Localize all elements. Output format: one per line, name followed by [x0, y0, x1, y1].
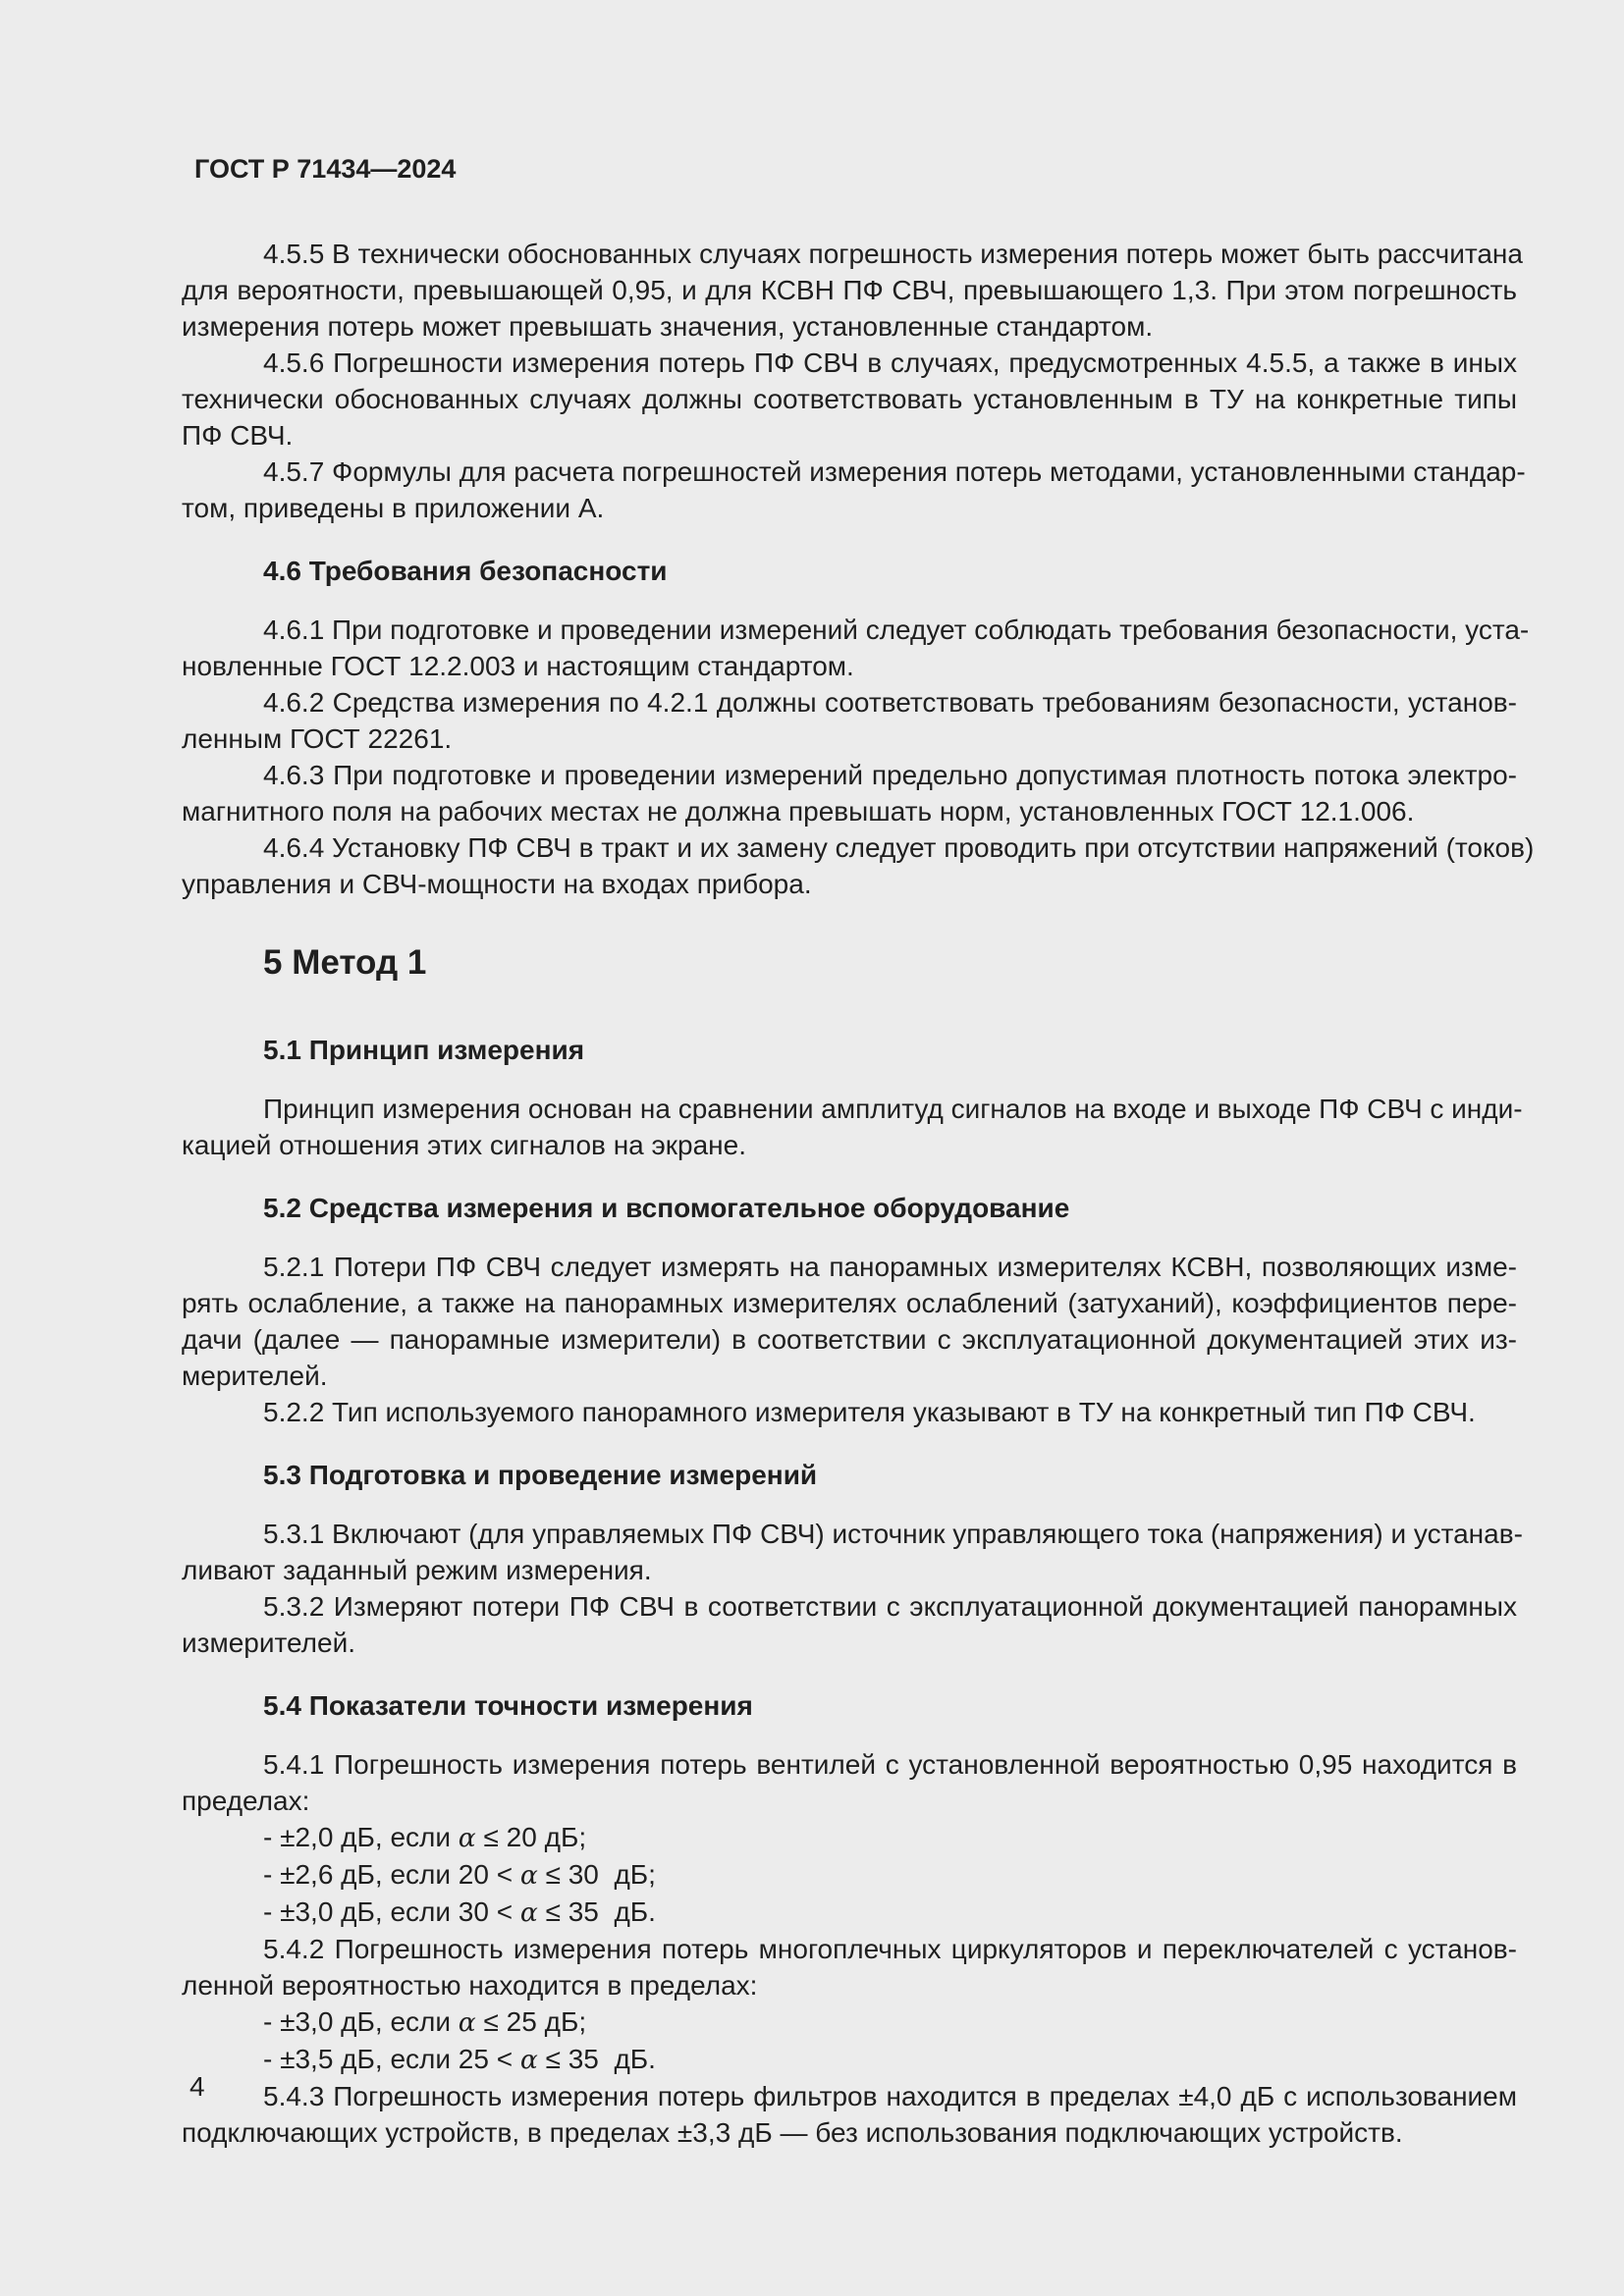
text-line: 5.4.1 Погрешность измерения потерь вентилей с установленной вероятностью 0,95 находится в: [263, 1749, 1517, 1780]
text-line: дачи (далее — панорамные измерители) в соответствии с эксплуатационной документацией этих из-: [182, 1324, 1517, 1355]
text-line: магнитного поля на рабочих местах не должна превышать норм, установленных ГОСТ 12.1.006.: [182, 796, 1415, 827]
text-line: - ±2,0 дБ, если α ≤ 20 дБ;: [263, 1822, 587, 1853]
paragraph: [182, 1746, 1517, 1819]
paragraph: [182, 829, 1535, 902]
text-line: 5.3.1 Включают (для управляемых ПФ СВЧ) источник управляющего тока (напряжения) и устанав-: [263, 1519, 1523, 1549]
text-line: пределах:: [182, 1786, 310, 1816]
text-line: 5.4.2 Погрешность измерения потерь многоплечных циркуляторов и переключателей с установ-: [263, 1934, 1517, 1964]
running-header: ГОСТ Р 71434—2024: [194, 154, 457, 184]
text-line: том, приведены в приложении А.: [182, 493, 605, 523]
text-line: 5.4.3 Погрешность измерения потерь фильтров находится в пределах ±4,0 дБ с использованием: [263, 2081, 1517, 2111]
text-line: рять ослабление, а также на панорамных измерителях ослаблений (затуханий), коэффициентов пере-: [182, 1288, 1517, 1318]
subsection-heading: 5.4 Показатели точности измерения: [263, 1690, 753, 1721]
list-item: [182, 2003, 1517, 2041]
list-item: [182, 1856, 1517, 1894]
subsection-heading: 5.3 Подготовка и проведение измерений: [263, 1460, 818, 1490]
text-line: 4.6.4 Установку ПФ СВЧ в тракт и их замену следует проводить при отсутствии напряжений (токов): [263, 832, 1535, 863]
paragraph: [182, 2078, 1517, 2151]
alpha-symbol: α: [519, 1897, 538, 1928]
text-line: 4.5.6 Погрешности измерения потерь ПФ СВЧ в случаях, предусмотренных 4.5.5, а также в иных: [263, 347, 1517, 378]
text-line: ленной вероятностью находится в пределах:: [182, 1970, 758, 2001]
paragraph: [182, 1516, 1523, 1588]
text-line: мерителей.: [182, 1361, 328, 1391]
paragraph: [182, 345, 1517, 454]
alpha-symbol: α: [519, 2045, 538, 2075]
text-line: 5.3.2 Измеряют потери ПФ СВЧ в соответствии с эксплуатационной документацией панорамных: [263, 1591, 1517, 1622]
list-item: [182, 1894, 1517, 1931]
text-line: новленные ГОСТ 12.2.003 и настоящим стандартом.: [182, 651, 854, 681]
text-line: ПФ СВЧ.: [182, 420, 294, 451]
text-line: управления и СВЧ-мощности на входах прибора.: [182, 869, 812, 899]
subsection-heading: 5.1 Принцип измерения: [263, 1035, 585, 1065]
paragraph: [182, 236, 1523, 345]
paragraph: [182, 1931, 1517, 2003]
paragraph: [182, 1249, 1517, 1394]
text-line: измерения потерь может превышать значения, установленные стандартом.: [182, 311, 1154, 342]
text-line: ленным ГОСТ 22261.: [182, 723, 453, 754]
section-heading: 5 Метод 1: [263, 943, 427, 982]
text-line: технически обоснованных случаях должны соответствовать установленным в ТУ на конкретные типы: [182, 384, 1517, 414]
alpha-symbol: α: [458, 2007, 476, 2038]
paragraph: [182, 684, 1517, 757]
alpha-symbol: α: [519, 1860, 538, 1891]
text-line: 4.6.2 Средства измерения по 4.2.1 должны соответствовать требованиям безопасности, установ-: [263, 687, 1517, 718]
text-line: 4.5.7 Формулы для расчета погрешностей измерения потерь методами, установленными стандар-: [263, 456, 1526, 487]
text-line: - ±3,0 дБ, если 30 < α ≤ 35 дБ.: [263, 1896, 656, 1928]
subsection-heading: 4.6 Требования безопасности: [263, 556, 668, 586]
paragraph: [182, 454, 1526, 526]
text-line: - ±2,6 дБ, если 20 < α ≤ 30 дБ;: [263, 1859, 656, 1891]
text-line: - ±3,0 дБ, если α ≤ 25 дБ;: [263, 2006, 587, 2038]
paragraph: [182, 1091, 1523, 1163]
page-number: 4: [189, 2071, 205, 2102]
alpha-symbol: α: [458, 1823, 476, 1853]
subsection-heading: 5.2 Средства измерения и вспомогательное оборудование: [263, 1193, 1070, 1223]
text-line: ливают заданный режим измерения.: [182, 1555, 652, 1585]
paragraph: [182, 757, 1517, 829]
list-item: [182, 2041, 1517, 2078]
paragraph: [182, 612, 1530, 684]
text-line: 4.6.3 При подготовке и проведении измерений предельно допустимая плотность потока электро-: [263, 760, 1517, 790]
text-line: 5.2.2 Тип используемого панорамного измерителя указывают в ТУ на конкретный тип ПФ СВЧ.: [263, 1397, 1476, 1427]
text-line: 4.5.5 В технически обоснованных случаях погрешность измерения потерь может быть рассчитана: [263, 239, 1523, 269]
text-line: для вероятности, превышающей 0,95, и для КСВН ПФ СВЧ, превышающего 1,3. При этом погрешность: [182, 275, 1517, 305]
document-content: [182, 236, 1535, 2151]
text-line: 4.6.1 При подготовке и проведении измерений следует соблюдать требования безопасности, уста-: [263, 614, 1530, 645]
text-line: измерителей.: [182, 1628, 355, 1658]
text-line: подключающих устройств, в пределах ±3,3 дБ — без использования подключающих устройств.: [182, 2117, 1403, 2148]
text-line: кацией отношения этих сигналов на экране.: [182, 1130, 746, 1160]
list-item: [182, 1819, 1517, 1856]
paragraph: [182, 1394, 1517, 1430]
text-line: - ±3,5 дБ, если 25 < α ≤ 35 дБ.: [263, 2044, 656, 2075]
paragraph: [182, 1588, 1517, 1661]
text-line: Принцип измерения основан на сравнении амплитуд сигналов на входе и выходе ПФ СВЧ с инди-: [263, 1094, 1523, 1124]
text-line: 5.2.1 Потери ПФ СВЧ следует измерять на панорамных измерителях КСВН, позволяющих изме-: [263, 1252, 1517, 1282]
